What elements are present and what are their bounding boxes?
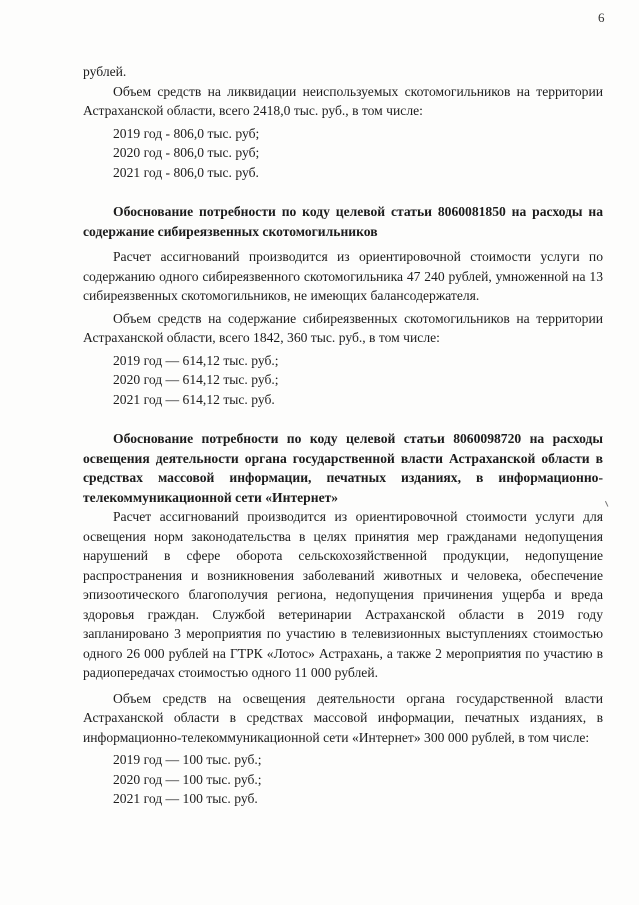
anthrax-section-heading: Обоснование потребности по коду целевой статьи 8060081850 на расходы на содержание сибиреязвенных скотомогильников	[83, 204, 603, 239]
media-year-2020: 2020 год — 100 тыс. руб.;	[113, 771, 262, 787]
anthrax-year-2021: 2021 год — 614,12 тыс. руб.	[113, 391, 275, 407]
anthrax-calc-paragraph: Расчет ассигнований производится из ориентировочной стоимости услуги по содержанию одного сибиреязвенного скотомогильника 47 240 рублей, умноженной на 13 сибиреязвенных скотомогильников, не имеющих балансодержателя.	[83, 249, 603, 303]
liquidation-year-2019: 2019 год - 806,0 тыс. руб;	[113, 125, 260, 141]
document-body	[83, 62, 603, 809]
media-calc-paragraph: Расчет ассигнований производится из ориентировочной стоимости услуги для освещения норм законодательства в целях принятия мер гражданами недопущения нарушений в сфере оборота сельскохозяйственной продукции, недопущение распространения и возникновения заболеваний животных и человека, обеспечение эпизоотического благополучия региона, недопущения причинения ущерба и вреда здоровья граждан. Службой ветеринарии Астраханской области в 2019 году запланировано 3 мероприятия по участию в телевизионных выступлениях стоимостью одного 26 000 рублей на ГТРК «Лотос» Астрахань, а также 2 мероприятия по участию в радиопередачах стоимостью одного 11 000 рублей.	[83, 509, 603, 680]
media-section-heading: Обоснование потребности по коду целевой статьи 8060098720 на расходы освещения деятельности органа государственной власти Астраханской области в средствах массовой информации, печатных изданиях, в информационно-телекоммуникационной сети «Интернет»	[83, 431, 603, 505]
anthrax-volume-paragraph: Объем средств на содержание сибиреязвенных скотомогильников на территории Астраханской области, всего 1842, 360 тыс. руб., в том числе:	[83, 310, 603, 345]
pen-mark	[605, 499, 612, 507]
media-year-2019: 2019 год — 100 тыс. руб.;	[113, 752, 262, 767]
opening-line: рублей.	[83, 64, 127, 79]
media-volume-paragraph: Объем средств на освещения деятельности органа государственной власти Астраханской области в средствах массовой информации, печатных изданиях, в информационно-телекоммуникационной сети «Интернет» 300 000 рублей, в том числе:	[83, 690, 603, 745]
anthrax-year-2019: 2019 год — 614,12 тыс. руб.;	[113, 352, 279, 368]
liquidation-year-2020: 2020 год - 806,0 тыс. руб;	[113, 145, 260, 160]
liquidation-volume-paragraph: Объем средств на ликвидации неиспользуемых скотомогильников на территории Астраханской области, всего 2418,0 тыс. руб., в том числе:	[83, 83, 603, 118]
anthrax-year-2020: 2020 год — 614,12 тыс. руб.;	[113, 372, 279, 387]
liquidation-year-2021: 2021 год - 806,0 тыс. руб.	[113, 164, 259, 180]
media-year-2021: 2021 год — 100 тыс. руб.	[113, 791, 258, 806]
page-number: 6	[598, 10, 605, 25]
